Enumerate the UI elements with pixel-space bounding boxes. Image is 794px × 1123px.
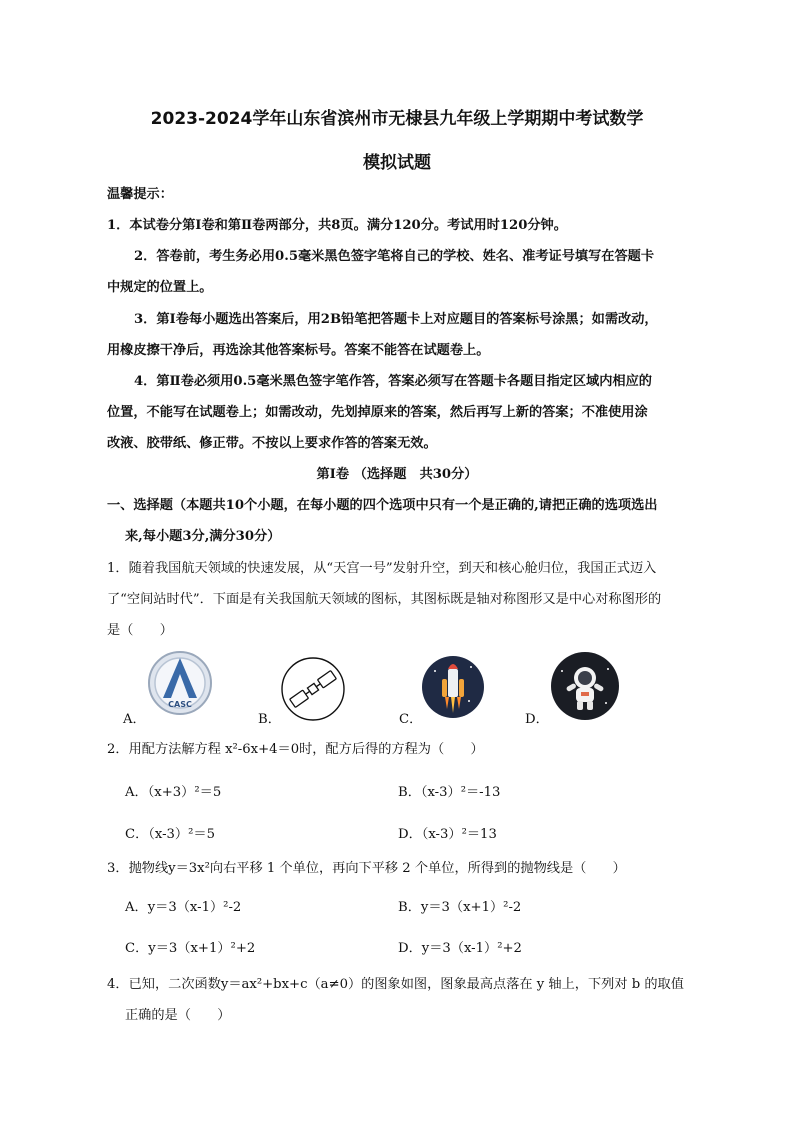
- q1-option-c-label: C．: [399, 712, 423, 727]
- satellite-outline-icon: [280, 656, 346, 722]
- q2-option-c: C．（x-3）²＝5: [125, 827, 215, 842]
- q3-stem: 3．抛物线y＝3x²向右平移 1 个单位，再向下平移 2 个单位，所得到的抛物线是（ ）: [107, 861, 626, 876]
- casc-logo-text: CASC: [168, 700, 192, 709]
- notice-item-4: 4．第Ⅱ卷必须用0.5毫米黑色签字笔作答，答案必须写在答题卡各题目指定区域内相应的: [134, 374, 652, 389]
- q1-option-d-label: D．: [525, 712, 549, 727]
- notice-item-3-cont: 用橡皮擦干净后，再选涂其他答案标号。答案不能答在试题卷上。: [107, 343, 490, 358]
- q2-option-a: A．（x+3）²＝5: [125, 785, 222, 800]
- paper-title-line-2: 模拟试题: [363, 153, 431, 173]
- q1-option-b-label: B．: [258, 712, 281, 727]
- q3-option-a: A．y＝3（x-1）²-2: [125, 900, 242, 915]
- q3-option-c: C．y＝3（x+1）²+2: [125, 941, 256, 956]
- q3-option-b: B．y＝3（x+1）²-2: [398, 900, 522, 915]
- part1-heading-line-2: 来,每小题3分,满分30分）: [125, 529, 281, 544]
- paper-title-line-1: 2023-2024学年山东省滨州市无棣县九年级上学期期中考试数学: [150, 109, 644, 129]
- notice-item-3: 3．第Ⅰ卷每小题选出答案后，用2B铅笔把答题卡上对应题目的答案标号涂黑；如需改动，: [134, 312, 658, 327]
- notice-item-4-cont-1: 位置，不能写在试题卷上；如需改动，先划掉原来的答案，然后再写上新的答案；不准使用涂: [107, 405, 648, 420]
- notice-heading: 温馨提示：: [107, 187, 173, 202]
- q1-stem-line-2: 了“空间站时代”．下面是有关我国航天领域的图标，其图标既是轴对称图形又是中心对称图形的: [107, 592, 662, 607]
- notice-item-1: 1．本试卷分第Ⅰ卷和第Ⅱ卷两部分，共8页。满分120分。考试用时120分钟。: [107, 218, 567, 233]
- q2-option-d: D．（x-3）²＝13: [398, 827, 497, 842]
- notice-item-2-cont: 中规定的位置上。: [107, 280, 213, 295]
- q2-stem: 2．用配方法解方程 x²-6x+4＝0时，配方后得的方程为（ ）: [107, 742, 484, 757]
- casc-logo-icon: [147, 650, 213, 716]
- q4-stem-line-2: 正确的是（ ）: [125, 1008, 231, 1023]
- q1-option-a-label: A．: [123, 712, 146, 727]
- q1-stem-line-1: 1．随着我国航天领域的快速发展，从“天宫一号”发射升空，到天和核心舱归位，我国正式迈入: [107, 561, 657, 576]
- q1-stem-line-3: 是（ ）: [107, 623, 173, 638]
- notice-item-4-cont-2: 改液、胶带纸、修正带。不按以上要求作答的答案无效。: [107, 436, 437, 451]
- q2-option-b: B．（x-3）²＝-13: [398, 785, 501, 800]
- rocket-icon: [421, 655, 485, 719]
- q3-option-d: D．y＝3（x-1）²+2: [398, 941, 522, 956]
- notice-item-2: 2．答卷前，考生务必用0.5毫米黑色签字笔将自己的学校、姓名、准考证号填写在答题卡: [134, 249, 655, 264]
- astronaut-icon: [550, 651, 620, 721]
- part1-heading-line-1: 一、选择题（本题共10个小题，在每小题的四个选项中只有一个是正确的,请把正确的选项选出: [107, 498, 658, 513]
- section-title: 第Ⅰ卷 （选择题 共30分）: [316, 467, 478, 482]
- q4-stem-line-1: 4．已知，二次函数y＝ax²+bx+c（a≠0）的图象如图，图象最高点落在 y 轴上，下列对 b 的取值: [107, 977, 684, 992]
